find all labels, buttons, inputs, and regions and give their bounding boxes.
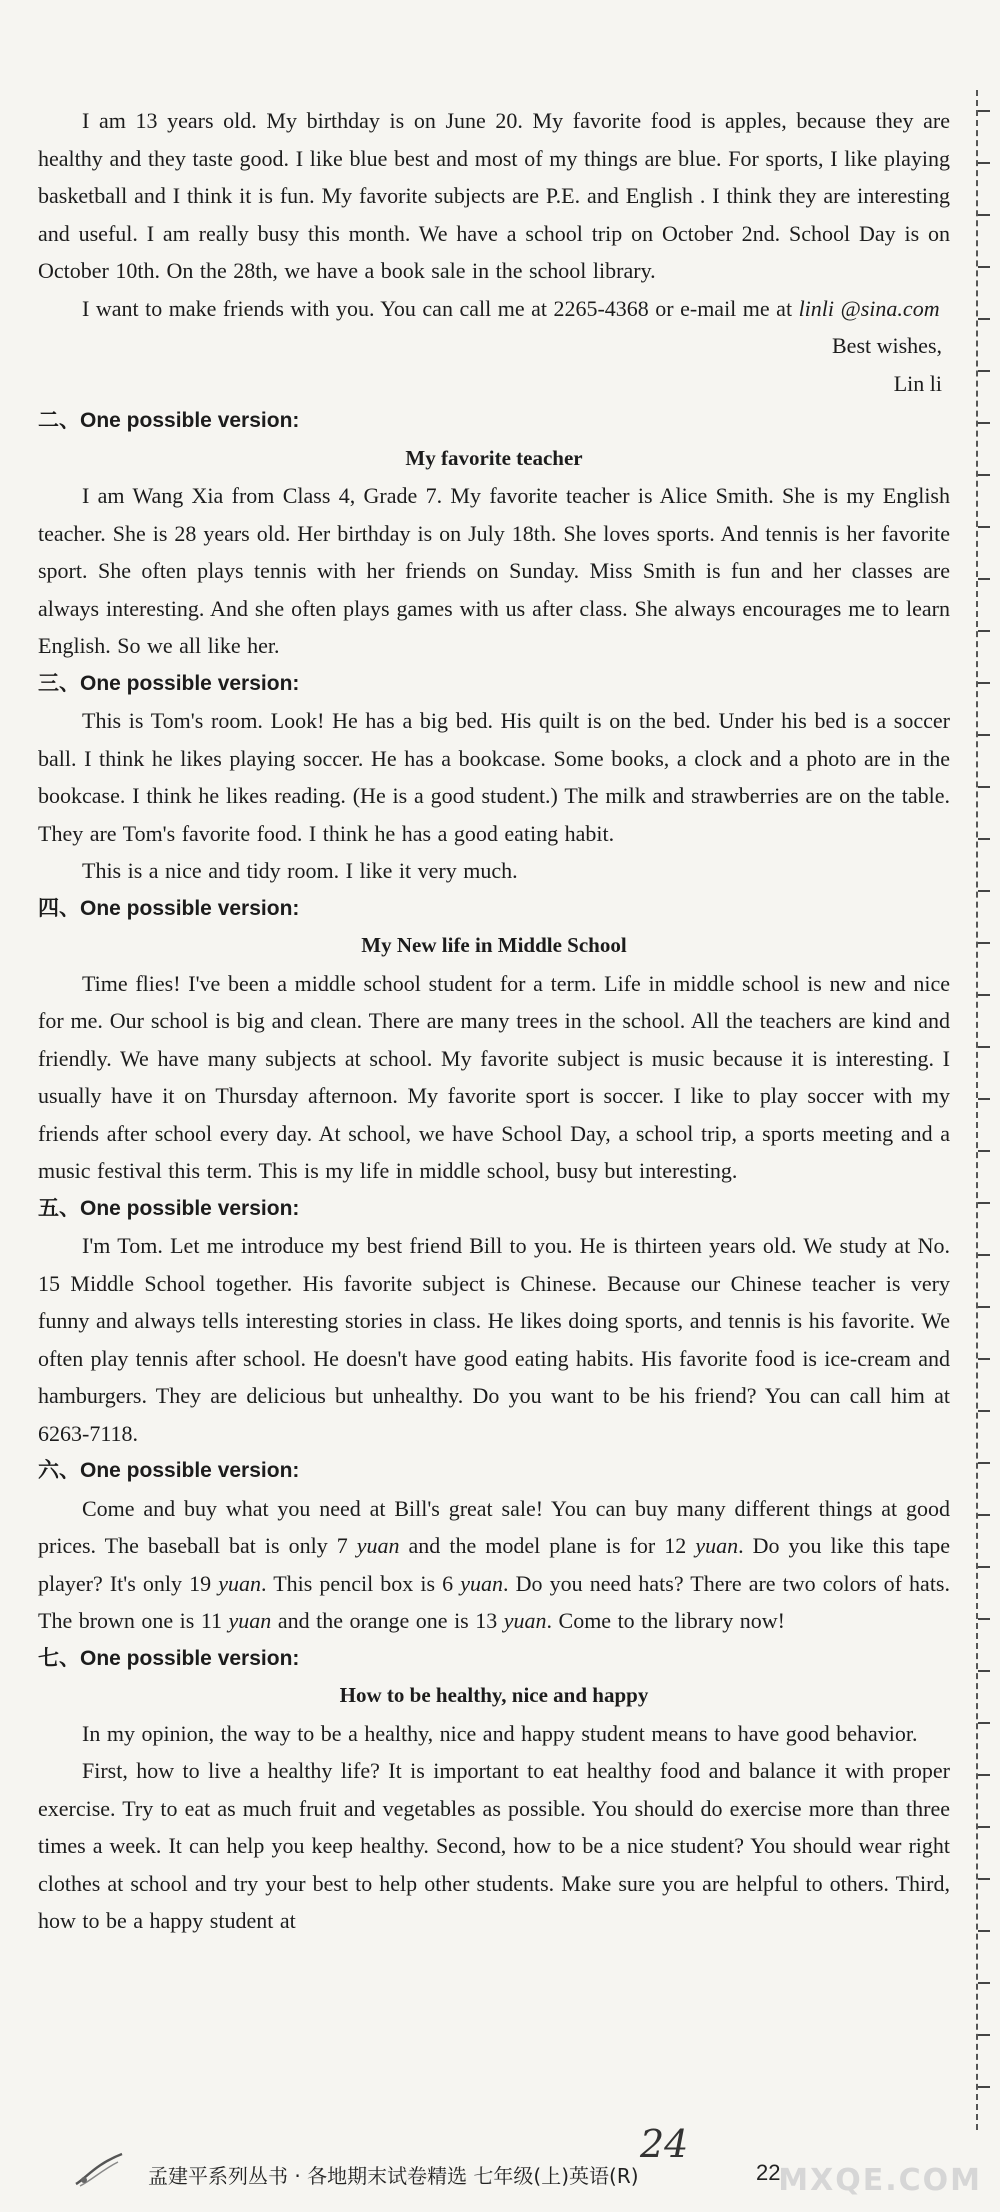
binding-tick bbox=[978, 526, 990, 528]
binding-tick bbox=[978, 214, 990, 216]
binding-tick bbox=[978, 370, 990, 372]
binding-tick bbox=[978, 838, 990, 840]
binding-tick bbox=[978, 1046, 990, 1048]
letter-closing: Best wishes, bbox=[832, 333, 942, 358]
intro-paragraph-2-text: I want to make friends with you. You can call me at 2265-4368 or e-mail me at bbox=[82, 295, 799, 321]
binding-tick bbox=[978, 1930, 990, 1932]
binding-tick bbox=[978, 734, 990, 736]
binding-dashed-line bbox=[976, 90, 988, 2130]
section-3-paragraph-2: This is a nice and tidy room. I like it very much. bbox=[82, 858, 518, 883]
section-7-number: 七、 bbox=[38, 1645, 80, 1670]
section-2-heading bbox=[38, 402, 950, 440]
binding-tick bbox=[978, 1254, 990, 1256]
section-4-number: 四、 bbox=[38, 895, 80, 920]
section-4-heading bbox=[38, 890, 950, 928]
page-number: 22 bbox=[756, 2160, 781, 2185]
binding-tick bbox=[978, 1566, 990, 1568]
section-3-heading bbox=[38, 665, 950, 703]
binding-tick bbox=[978, 1514, 990, 1516]
section-2-number: 二、 bbox=[38, 408, 80, 432]
section-6-paragraph-1: Come and buy what you need at Bill's great sale! You can buy many different things at good prices. The baseball bat is only 7 yuan and the model plane is for 12 yuan. Do you like this tape player? It's only 19 yuan. This pencil box is 6 yuan. Do you need hats? There are two colors of hats. The brown one is 11 yuan and the orange one is 13 yuan. Come to the library now! bbox=[38, 1495, 950, 1633]
binding-tick bbox=[978, 890, 990, 892]
section-7-paragraph-2: First, how to live a healthy life? It is important to eat healthy food and balance it with proper exercise. Try to eat as much fruit and vegetables as possible. You should do exercise more than three times a week. It can help you keep healthy. Second, how to be a nice student? You should wear right clothes at school and try your best to help other students. Make sure you are helpful to others. Third, how to be a happy student at bbox=[38, 1758, 950, 1933]
letter-signature: Lin li bbox=[893, 370, 942, 396]
binding-tick bbox=[978, 682, 990, 684]
binding-tick bbox=[978, 1306, 990, 1308]
section-7-paragraph-1: In my opinion, the way to be a healthy, nice and happy student means to have good behavior. bbox=[82, 1720, 918, 1746]
section-5-label: One possible version: bbox=[80, 1196, 300, 1220]
section-7-heading bbox=[38, 1640, 950, 1678]
binding-tick bbox=[978, 162, 990, 164]
binding-tick bbox=[978, 474, 990, 476]
binding-tick bbox=[978, 630, 990, 632]
section-3-number: 三、 bbox=[38, 670, 80, 695]
section-5-number: 五、 bbox=[38, 1195, 80, 1220]
binding-tick bbox=[978, 578, 990, 580]
binding-tick bbox=[978, 1722, 990, 1724]
section-7-label: One possible version: bbox=[80, 1646, 300, 1670]
intro-paragraph-1: I am 13 years old. My birthday is on June 20. My favorite food is apples, because they are healthy and they taste good. I like blue best and most of my things are blue. For sports, I like playing basketball and I think it is fun. My favorite subjects are P.E. and English . I think they are interesting and useful. I am really busy this month. We have a school trip on October 2nd. School Day is on October 10th. On the 28th, we have a book sale in the school library. bbox=[38, 108, 950, 283]
section-2-paragraph-1: I am Wang Xia from Class 4, Grade 7. My favorite teacher is Alice Smith. She is my English teacher. She is 28 years old. Her birthday is on July 18th. She loves sports. And tennis is her favorite sport. She often plays tennis with her friends on Sunday. Miss Smith is fun and her classes are always interesting. And she often plays games with us after class. She always encourages me to learn English. So we all like her. bbox=[38, 483, 950, 658]
binding-tick bbox=[978, 1774, 990, 1776]
section-6-number: 六、 bbox=[38, 1458, 80, 1482]
section-3-label: One possible version: bbox=[80, 671, 300, 695]
section-2-label: One possible version: bbox=[80, 409, 300, 432]
section-4-paragraph-1: Time flies! I've been a middle school student for a term. Life in middle school is new and nice for me. Our school is big and clean. There are many trees in the school. All the teachers are kind and friendly. We have many subjects at school. My favorite subject is music because it is interesting. I usually have it on Thursday afternoon. My favorite sport is soccer. I like to play soccer with my friends after school every day. At school, we have School Day, a school trip, a sports meeting and a music festival this term. This is my life in middle school, busy but interesting. bbox=[38, 970, 950, 1183]
binding-tick bbox=[978, 2086, 990, 2088]
binding-tick bbox=[978, 266, 990, 268]
footer-series-title: 孟建平系列丛书 · 各地期末试卷精选 七年级(上)英语(R) bbox=[148, 2164, 639, 2188]
binding-tick bbox=[978, 786, 990, 788]
binding-tick bbox=[978, 1826, 990, 1828]
intro-paragraph-2 bbox=[38, 290, 950, 328]
section-5-paragraph-1: I'm Tom. Let me introduce my best friend Bill to you. He is thirteen years old. We study at No. 15 Middle School together. His favorite subject is Chinese. Because our Chinese teacher is very funny and always tells interesting stories in class. He likes doing sports, and tennis is his favorite. We often play tennis after school. He doesn't have good eating habits. His favorite food is ice-cream and hamburgers. They are delicious but unhealthy. Do you want to be his friend? You can call him at 6263-7118. bbox=[38, 1233, 950, 1446]
binding-tick bbox=[978, 1462, 990, 1464]
binding-tick bbox=[978, 1098, 990, 1100]
binding-tick bbox=[978, 1878, 990, 1880]
binding-tick bbox=[978, 1670, 990, 1672]
section-6-label: One possible version: bbox=[80, 1459, 300, 1482]
section-3-paragraph-1: This is Tom's room. Look! He has a big bed. His quilt is on the bed. Under his bed is a soccer ball. I think he likes playing soccer. He has a bookcase. Some books, a clock and a photo are in the bookcase. I think he likes reading. (He is a good student.) The milk and strawberries are on the table. They are Tom's favorite food. I think he has a good eating habit. bbox=[38, 708, 950, 846]
site-watermark: MXQE.COM bbox=[778, 2163, 982, 2198]
section-7-title: How to be healthy, nice and happy bbox=[339, 1683, 649, 1707]
binding-tick bbox=[978, 1982, 990, 1984]
section-2-title: My favorite teacher bbox=[405, 445, 583, 470]
binding-tick bbox=[978, 1410, 990, 1412]
document-body bbox=[38, 102, 950, 1940]
binding-tick bbox=[978, 942, 990, 944]
section-6-heading bbox=[38, 1452, 950, 1490]
binding-tick bbox=[978, 422, 990, 424]
binding-tick bbox=[978, 994, 990, 996]
binding-tick bbox=[978, 110, 990, 112]
binding-tick bbox=[978, 2034, 990, 2036]
binding-tick bbox=[978, 1358, 990, 1360]
section-4-title: My New life in Middle School bbox=[361, 933, 627, 957]
handwritten-page-mark: 24 bbox=[640, 2122, 689, 2166]
binding-tick bbox=[978, 1202, 990, 1204]
intro-email: linli @sina.com bbox=[798, 295, 940, 321]
binding-tick bbox=[978, 318, 990, 320]
section-4-label: One possible version: bbox=[80, 896, 300, 920]
binding-tick bbox=[978, 1150, 990, 1152]
binding-tick bbox=[978, 1618, 990, 1620]
section-5-heading bbox=[38, 1190, 950, 1228]
